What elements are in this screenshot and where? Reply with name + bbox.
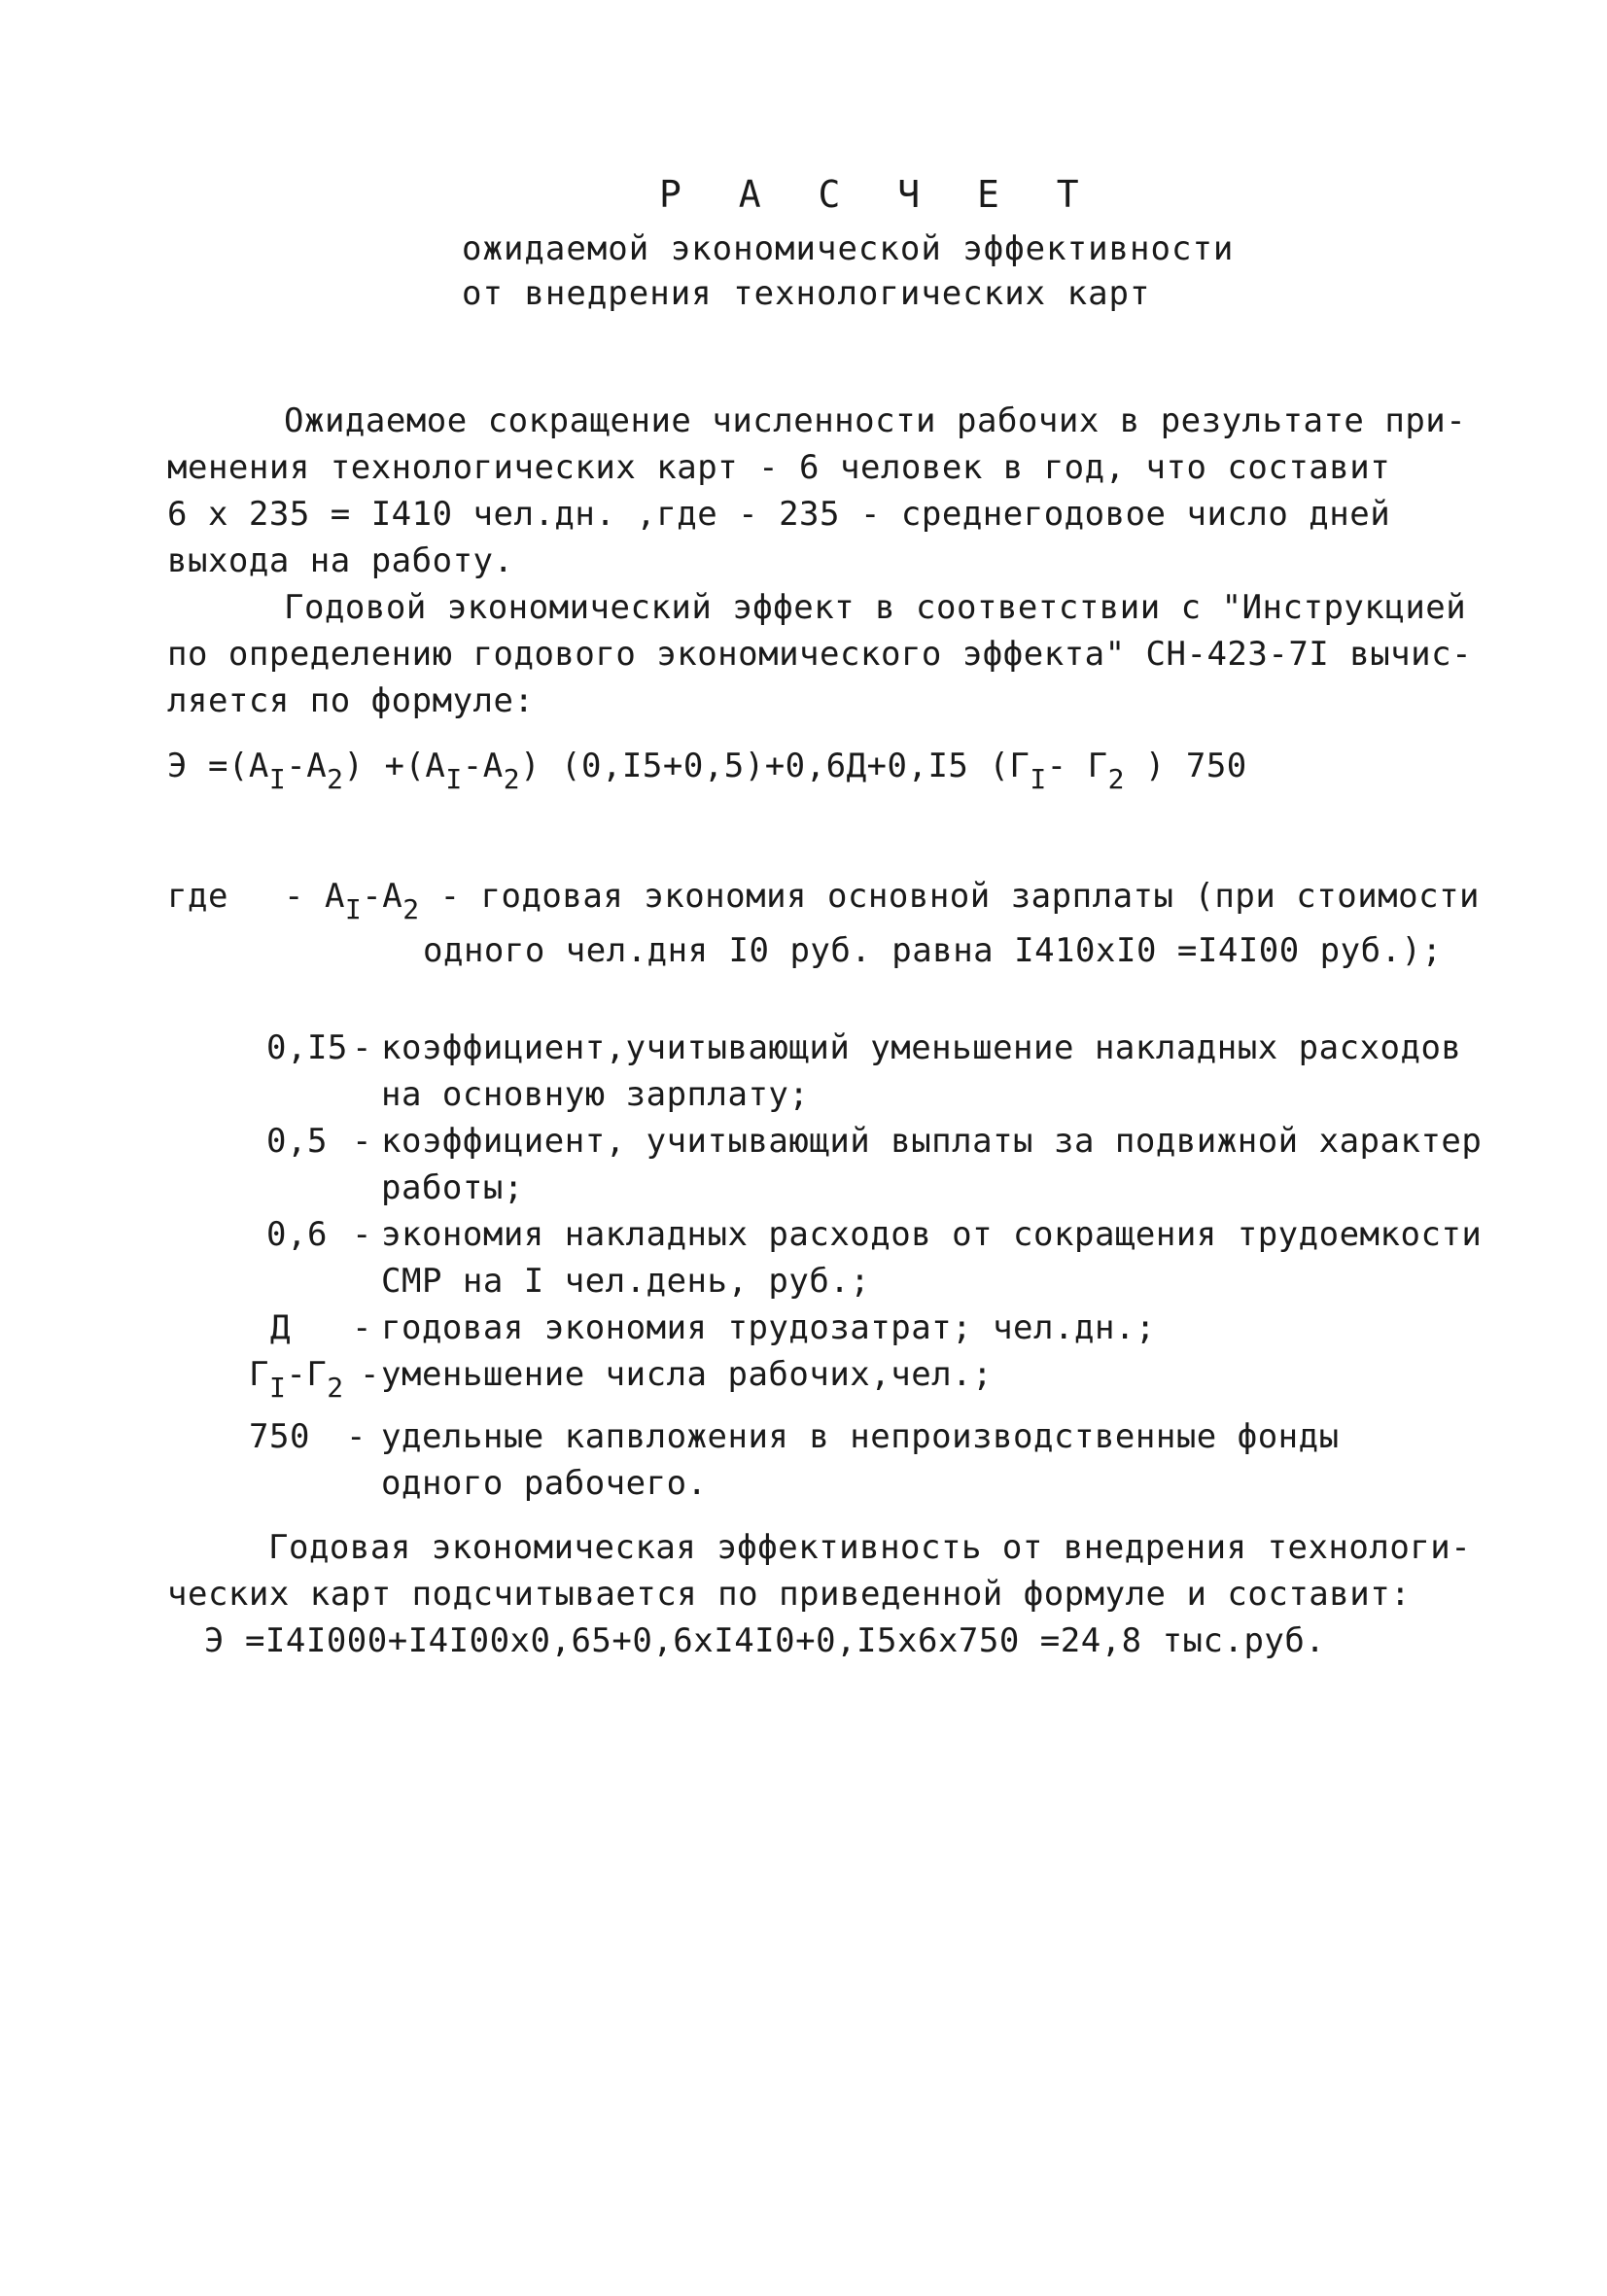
coef-dash-d: - bbox=[352, 1308, 372, 1347]
coef-desc-05-line-2: работы; bbox=[381, 1168, 524, 1207]
method-line-3: ляется по формуле: bbox=[167, 681, 535, 720]
coef-desc-06-line-2: СМР на I чел.день, руб.; bbox=[381, 1262, 871, 1301]
coef-dash-750: - bbox=[346, 1417, 367, 1456]
coef-desc-g1-g2-line-1: уменьшение числа рабочих,чел.; bbox=[381, 1355, 994, 1394]
conclusion-line-1: Годовая экономическая эффективность от внедрения технологи- bbox=[268, 1528, 1472, 1567]
coef-desc-d-line-1: годовая экономия трудозатрат; чел.дн.; bbox=[381, 1308, 1156, 1347]
intro-line-4: выхода на работу. bbox=[167, 541, 514, 580]
coef-key-d: Д bbox=[270, 1308, 291, 1347]
coef-dash-06: - bbox=[352, 1215, 372, 1254]
where-label: где bbox=[167, 877, 228, 916]
coef-key-015: 0,I5 bbox=[266, 1028, 348, 1067]
coef-desc-750-line-1: удельные капвложения в непроизводственные фонды bbox=[381, 1417, 1340, 1456]
coef-desc-015-line-2: на основную зарплату; bbox=[381, 1075, 810, 1114]
coef-key-06: 0,6 bbox=[266, 1215, 328, 1254]
result-formula: Э =I4I000+I4I00х0,65+0,6хI4I0+0,I5х6х750 =24,8 тыс.руб. bbox=[204, 1621, 1326, 1660]
document-subtitle-line-1: ожидаемой экономической эффективности bbox=[462, 229, 1235, 268]
intro-line-1: Ожидаемое сокращение численности рабочих в результате при- bbox=[284, 401, 1467, 440]
intro-line-2: менения технологических карт - 6 человек в год, что составит bbox=[167, 448, 1391, 487]
method-line-1: Годовой экономический эффект в соответствии с "Инструкцией bbox=[284, 588, 1467, 627]
coef-dash-g1-g2: - bbox=[360, 1355, 380, 1394]
coef-key-750: 750 bbox=[249, 1417, 310, 1456]
coef-desc-015-line-1: коэффициент,учитывающий уменьшение накладных расходов bbox=[381, 1028, 1462, 1067]
coef-key-g1-g2: $Г_I-Г_2$ bbox=[249, 1355, 344, 1404]
intro-line-3: 6 х 235 = I410 чел.дн. ,где - 235 - среднегодовое число дней bbox=[167, 495, 1391, 534]
coef-desc-06-line-1: экономия накладных расходов от сокращения трудоемкости bbox=[381, 1215, 1483, 1254]
conclusion-line-2: ческих карт подсчитывается по приведенной формуле и составит: bbox=[167, 1575, 1412, 1614]
coef-dash-05: - bbox=[352, 1122, 372, 1161]
where-a-line-2: одного чел.дня I0 руб. равна I410хI0 =I4I00 руб.); bbox=[423, 931, 1443, 970]
document-subtitle-line-2: от внедрения технологических карт bbox=[462, 274, 1151, 313]
coef-desc-750-line-2: одного рабочего. bbox=[381, 1464, 708, 1503]
main-formula: $Э =(А_I-А_2) +(А_I-А_2)$ (0,I5+0,5)+0,6Д+0,I5 ($Г_I-$ $Г_2$ ) 750 bbox=[167, 747, 1247, 795]
where-a-line-1: - $А_I-А_2$ - годовая экономия основной зарплаты (при стоимости bbox=[284, 877, 1481, 925]
document-title: Р А С Ч Е Т bbox=[659, 173, 1097, 216]
coef-desc-05-line-1: коэффициент, учитывающий выплаты за подвижной характер bbox=[381, 1122, 1483, 1161]
method-line-2: по определению годового экономического эффекта" СН-423-7I вычис- bbox=[167, 635, 1473, 674]
coef-key-05: 0,5 bbox=[266, 1122, 328, 1161]
coef-dash-015: - bbox=[352, 1028, 372, 1067]
